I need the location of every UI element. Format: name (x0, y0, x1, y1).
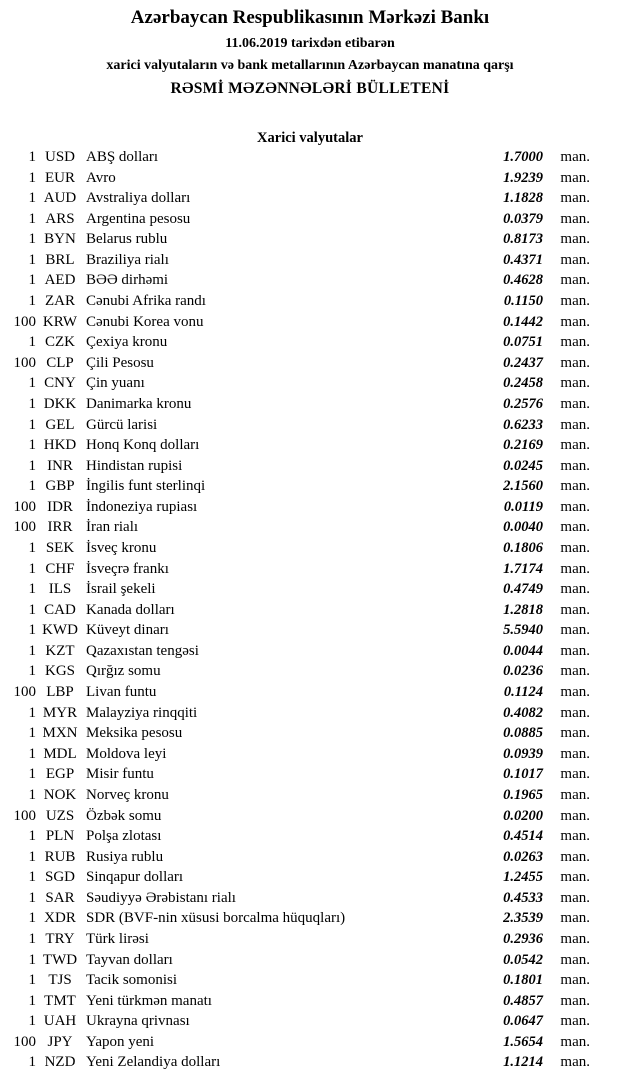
quantity: 1 (28, 149, 36, 165)
rate-value: 0.0647 (503, 1013, 543, 1030)
rate-value: 1.9239 (503, 169, 543, 186)
unit-label: man. (560, 498, 590, 515)
unit-label: man. (560, 375, 590, 392)
currency-name: ABŞ dolları (86, 149, 159, 165)
bulletin-title: RƏSMİ MƏZƏNNƏLƏRİ BÜLLETENİ (170, 80, 450, 97)
currency-code: IRR (47, 519, 73, 536)
unit-label: man. (560, 992, 590, 1009)
rate-value: 0.4371 (503, 251, 543, 268)
rate-value: 1.7174 (503, 560, 543, 577)
currency-name: Cənubi Korea vonu (86, 313, 204, 330)
rate-value: 5.5940 (503, 622, 543, 639)
unit-label: man. (560, 581, 590, 598)
currency-code: TMT (44, 992, 76, 1009)
unit-label: man. (560, 251, 590, 268)
currency-name: Moldova leyi (86, 745, 167, 762)
rate-row (0, 497, 620, 518)
rate-value: 0.2169 (503, 437, 543, 454)
currency-name: Yapon yeni (86, 1033, 155, 1050)
unit-label: man. (560, 786, 590, 803)
currency-name: Argentina pesosu (86, 210, 191, 227)
unit-label: man. (560, 889, 590, 906)
rate-value: 1.2455 (503, 869, 543, 886)
rate-value: 0.4514 (503, 828, 543, 845)
currency-code: DKK (43, 395, 77, 412)
currency-name: Misir funtu (86, 766, 154, 783)
rate-row (0, 147, 620, 168)
unit-label: man. (560, 622, 590, 639)
quantity: 1 (28, 766, 36, 783)
currency-code: BYN (44, 231, 76, 248)
unit-label: man. (560, 704, 590, 721)
rate-row (0, 559, 620, 580)
currency-code: UZS (45, 807, 75, 824)
quantity: 1 (28, 1054, 36, 1071)
quantity: 100 (13, 313, 36, 330)
currency-name: Polşa zlotası (86, 828, 162, 845)
currency-code: CLP (46, 354, 74, 371)
currency-name: Avstraliya dolları (86, 190, 191, 207)
currency-name: Tacik somonisi (86, 972, 178, 989)
quantity: 1 (28, 972, 36, 989)
quantity: 1 (28, 272, 36, 289)
quantity: 1 (28, 437, 36, 454)
unit-label: man. (560, 848, 590, 865)
rate-row (0, 703, 620, 724)
currency-code: NZD (44, 1054, 76, 1071)
currency-name: Meksika pesosu (86, 725, 183, 742)
unit-label: man. (560, 437, 590, 454)
currency-code: EUR (45, 169, 75, 186)
quantity: 1 (28, 169, 36, 186)
currency-name: Tayvan dolları (86, 951, 173, 968)
currency-code: BRL (45, 251, 75, 268)
currency-name: İngilis funt sterlinqi (86, 478, 206, 495)
unit-label: man. (560, 416, 590, 433)
rate-row (0, 517, 620, 538)
rate-row (0, 229, 620, 250)
currency-name: Özbək somu (86, 807, 162, 824)
unit-label: man. (560, 869, 590, 886)
rate-value: 0.0885 (503, 725, 543, 742)
section-title-foreign-currencies: Xarici valyutalar (257, 130, 363, 146)
currency-name: Malayziya rinqqiti (86, 704, 198, 721)
rate-row (0, 908, 620, 929)
rate-row (0, 970, 620, 991)
currency-name: Danimarka kronu (86, 395, 192, 412)
rate-value: 0.0044 (503, 642, 543, 659)
currency-name: Kanada dolları (86, 601, 175, 618)
rate-value: 1.5654 (503, 1033, 543, 1050)
rate-value: 0.0236 (503, 663, 543, 680)
rate-row (0, 826, 620, 847)
currency-name: BƏƏ dirhəmi (86, 272, 169, 289)
unit-label: man. (560, 1054, 590, 1071)
rate-row (0, 888, 620, 909)
quantity: 1 (28, 539, 36, 556)
quantity: 1 (28, 642, 36, 659)
quantity: 1 (28, 190, 36, 207)
rate-value: 0.0040 (503, 519, 543, 536)
unit-label: man. (560, 354, 590, 371)
rate-value: 0.0263 (503, 848, 543, 865)
currency-name: İsrail şekeli (86, 581, 156, 598)
rate-row (0, 209, 620, 230)
rate-value: 0.1801 (503, 972, 543, 989)
unit-label: man. (560, 1033, 590, 1050)
currency-name: İndoneziya rupiası (86, 498, 198, 515)
rate-row (0, 332, 620, 353)
currency-code: UAH (43, 1013, 77, 1030)
currency-code: TWD (42, 951, 78, 968)
quantity: 1 (28, 622, 36, 639)
rate-row (0, 394, 620, 415)
rate-value: 1.2818 (503, 601, 543, 618)
rate-row (0, 1032, 620, 1053)
rate-row (0, 682, 620, 703)
rate-value: 1.7000 (503, 149, 543, 165)
unit-label: man. (560, 539, 590, 556)
currency-code: GBP (45, 478, 75, 495)
currency-code: CNY (44, 375, 76, 392)
quantity: 1 (28, 786, 36, 803)
rate-value: 1.1828 (503, 190, 543, 207)
bank-title: Azərbaycan Respublikasının Mərkəzi Bankı (130, 7, 490, 28)
rate-value: 0.1806 (503, 539, 543, 556)
rate-value: 0.0119 (503, 498, 543, 515)
rates-table (0, 147, 620, 1073)
currency-code: TJS (48, 972, 72, 989)
quantity: 1 (28, 334, 36, 351)
currency-code: KGS (44, 663, 75, 680)
currency-name: Türk lirəsi (86, 930, 149, 947)
rate-row (0, 991, 620, 1012)
rate-row (0, 415, 620, 436)
currency-code: KRW (42, 313, 78, 330)
rate-value: 0.1124 (503, 684, 543, 701)
quantity: 1 (28, 1013, 36, 1030)
unit-label: man. (560, 149, 590, 165)
rate-value: 0.0751 (503, 334, 543, 351)
rate-value: 0.1442 (503, 313, 543, 330)
bulletin-header (0, 6, 620, 98)
rate-row (0, 929, 620, 950)
rate-value: 1.1214 (503, 1054, 543, 1071)
currency-name: Livan funtu (86, 684, 157, 701)
rate-row (0, 744, 620, 765)
currency-name: Cənubi Afrika randı (86, 293, 206, 310)
currency-code: AED (44, 272, 76, 289)
quantity: 100 (13, 684, 36, 701)
currency-code: PLN (45, 828, 75, 845)
quantity: 100 (13, 354, 36, 371)
quantity: 1 (28, 992, 36, 1009)
rate-row (0, 847, 620, 868)
currency-code: EGP (45, 766, 75, 783)
unit-label: man. (560, 642, 590, 659)
rate-row (0, 579, 620, 600)
quantity: 1 (28, 930, 36, 947)
unit-label: man. (560, 457, 590, 474)
currency-code: TRY (45, 930, 75, 947)
currency-code: NOK (43, 786, 77, 803)
quantity: 1 (28, 601, 36, 618)
currency-name: Ukrayna qrivnası (86, 1013, 190, 1030)
rate-value: 0.2576 (503, 395, 543, 412)
currency-code: LBP (46, 684, 74, 701)
rate-value: 2.3539 (503, 910, 543, 927)
rate-row (0, 806, 620, 827)
unit-label: man. (560, 807, 590, 824)
rate-row (0, 1052, 620, 1073)
quantity: 1 (28, 869, 36, 886)
unit-label: man. (560, 725, 590, 742)
quantity: 1 (28, 745, 36, 762)
rate-value: 0.1150 (503, 293, 543, 310)
currency-code: JPY (47, 1033, 73, 1050)
unit-label: man. (560, 519, 590, 536)
quantity: 1 (28, 848, 36, 865)
currency-name: Norveç kronu (86, 786, 169, 803)
quantity: 1 (28, 910, 36, 927)
rate-value: 0.2458 (503, 375, 543, 392)
unit-label: man. (560, 663, 590, 680)
currency-code: CHF (45, 560, 75, 577)
currency-code: ZAR (45, 293, 75, 310)
rate-row (0, 291, 620, 312)
currency-code: IDR (47, 498, 73, 515)
rate-row (0, 867, 620, 888)
rate-row (0, 764, 620, 785)
rate-row (0, 476, 620, 497)
quantity: 100 (13, 807, 36, 824)
currency-code: KWD (42, 622, 78, 639)
currency-name: Küveyt dinarı (86, 622, 169, 639)
quantity: 1 (28, 560, 36, 577)
currency-code: MYR (42, 704, 78, 721)
rate-value: 0.4857 (503, 992, 543, 1009)
currency-name: Yeni Zelandiya dolları (86, 1054, 221, 1071)
rate-row (0, 538, 620, 559)
quantity: 1 (28, 395, 36, 412)
rate-row (0, 641, 620, 662)
currency-code: ARS (45, 210, 75, 227)
unit-label: man. (560, 334, 590, 351)
currency-name: Belarus rublu (86, 231, 168, 248)
rate-row (0, 312, 620, 333)
rate-value: 0.4749 (503, 581, 543, 598)
currency-code: KZT (45, 642, 75, 659)
unit-label: man. (560, 231, 590, 248)
rate-row (0, 785, 620, 806)
currency-code: INR (47, 457, 73, 474)
currency-name: Səudiyyə Ərəbistanı rialı (86, 889, 236, 906)
currency-name: Çin yuanı (86, 375, 145, 392)
unit-label: man. (560, 313, 590, 330)
quantity: 100 (13, 1033, 36, 1050)
rate-row (0, 188, 620, 209)
currency-name: Sinqapur dolları (86, 869, 184, 886)
rate-value: 0.1965 (503, 786, 543, 803)
unit-label: man. (560, 478, 590, 495)
rate-value: 0.4628 (503, 272, 543, 289)
unit-label: man. (560, 169, 590, 186)
rate-value: 0.4082 (503, 704, 543, 721)
quantity: 1 (28, 581, 36, 598)
quantity: 100 (13, 519, 36, 536)
unit-label: man. (560, 930, 590, 947)
rate-row (0, 600, 620, 621)
quantity: 1 (28, 210, 36, 227)
currency-code: GEL (45, 416, 75, 433)
unit-label: man. (560, 745, 590, 762)
currency-name: Gürcü larisi (86, 416, 158, 433)
quantity: 1 (28, 478, 36, 495)
unit-label: man. (560, 828, 590, 845)
rate-row (0, 620, 620, 641)
currency-code: CZK (45, 334, 75, 351)
rate-row (0, 1011, 620, 1032)
unit-label: man. (560, 272, 590, 289)
quantity: 100 (13, 498, 36, 515)
currency-name: Avro (86, 169, 116, 186)
currency-name: İsveç kronu (86, 539, 157, 556)
currency-code: SGD (44, 869, 75, 886)
currency-name: Hindistan rupisi (86, 457, 183, 474)
currency-name: İsveçrə frankı (86, 560, 169, 577)
currency-code: SAR (45, 889, 75, 906)
currency-code: USD (44, 149, 75, 165)
unit-label: man. (560, 293, 590, 310)
currency-code: RUB (44, 848, 76, 865)
quantity: 1 (28, 293, 36, 310)
rate-row (0, 435, 620, 456)
rate-row (0, 168, 620, 189)
rate-row (0, 950, 620, 971)
currency-code: SEK (45, 539, 75, 556)
quantity: 1 (28, 828, 36, 845)
rate-row (0, 353, 620, 374)
rate-value: 0.0200 (503, 807, 543, 824)
quantity: 1 (28, 251, 36, 268)
unit-label: man. (560, 560, 590, 577)
quantity: 1 (28, 375, 36, 392)
quantity: 1 (28, 416, 36, 433)
currency-name: SDR (BVF-nin xüsusi borcalma hüquqları) (86, 910, 346, 927)
unit-label: man. (560, 766, 590, 783)
rate-value: 0.0939 (503, 745, 543, 762)
currency-name: Qırğız somu (86, 663, 161, 680)
quantity: 1 (28, 951, 36, 968)
unit-label: man. (560, 910, 590, 927)
rate-value: 0.0542 (503, 951, 543, 968)
bulletin-subtitle: xarici valyutaların və bank metallarının Azərbaycan manatına qarşı (106, 58, 514, 73)
quantity: 1 (28, 231, 36, 248)
unit-label: man. (560, 684, 590, 701)
currency-code: XDR (44, 910, 76, 927)
rate-row (0, 373, 620, 394)
quantity: 1 (28, 889, 36, 906)
rate-value: 0.8173 (503, 231, 543, 248)
currency-name: Qazaxıstan tengəsi (86, 642, 199, 659)
currency-code: AUD (43, 190, 77, 207)
rate-value: 0.0245 (503, 457, 543, 474)
rate-value: 0.0379 (503, 210, 543, 227)
currency-name: Çexiya kronu (86, 334, 168, 351)
rate-value: 2.1560 (503, 478, 543, 495)
rate-value: 0.6233 (503, 416, 543, 433)
currency-code: MDL (43, 745, 77, 762)
rate-row (0, 723, 620, 744)
currency-name: Çili Pesosu (86, 354, 154, 371)
quantity: 1 (28, 704, 36, 721)
currency-code: HKD (43, 437, 77, 454)
quantity: 1 (28, 663, 36, 680)
quantity: 1 (28, 725, 36, 742)
rate-value: 0.4533 (503, 889, 543, 906)
rate-value: 0.1017 (503, 766, 543, 783)
effective-date-line: 11.06.2019 tarixdən etibarən (225, 36, 395, 51)
quantity: 1 (28, 457, 36, 474)
unit-label: man. (560, 1013, 590, 1030)
currency-name: Honq Konq dolları (86, 437, 200, 454)
unit-label: man. (560, 395, 590, 412)
rate-value: 0.2437 (503, 354, 543, 371)
rate-row (0, 456, 620, 477)
unit-label: man. (560, 601, 590, 618)
currency-code: ILS (48, 581, 72, 598)
currency-name: Rusiya rublu (86, 848, 164, 865)
currency-name: Braziliya rialı (86, 251, 169, 268)
unit-label: man. (560, 210, 590, 227)
unit-label: man. (560, 951, 590, 968)
unit-label: man. (560, 972, 590, 989)
currency-name: İran rialı (86, 519, 139, 536)
currency-code: MXN (42, 725, 78, 742)
rate-row (0, 661, 620, 682)
rate-row (0, 270, 620, 291)
rate-value: 0.2936 (503, 930, 543, 947)
unit-label: man. (560, 190, 590, 207)
rate-row (0, 250, 620, 271)
currency-name: Yeni türkmən manatı (86, 992, 212, 1009)
currency-code: CAD (44, 601, 76, 618)
